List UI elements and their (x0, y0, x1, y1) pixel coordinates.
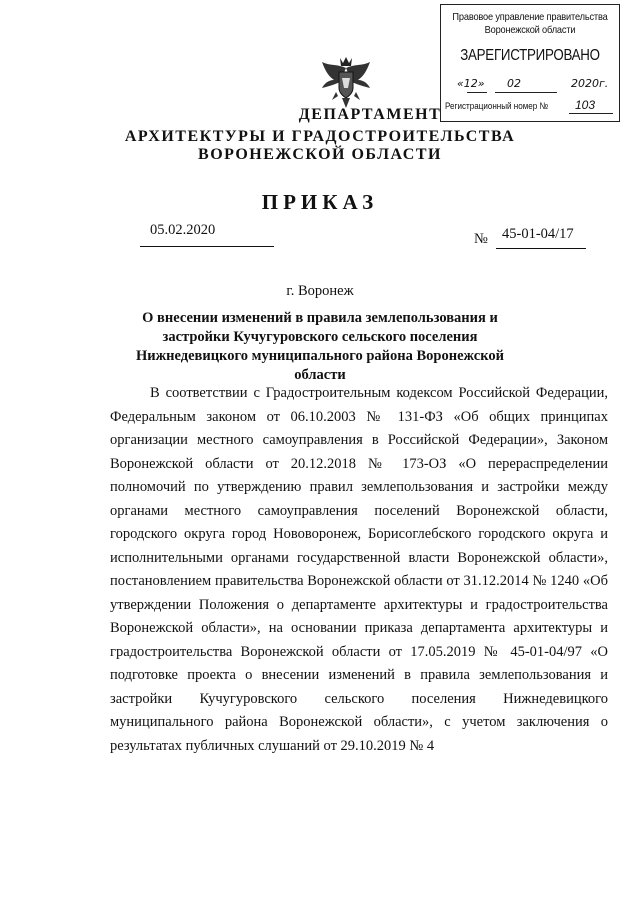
stamp-date (451, 77, 611, 95)
number-underline (496, 248, 586, 249)
registration-stamp (440, 4, 620, 122)
stamp-reg-number: 103 (575, 98, 596, 112)
dept-title-line1: ДЕПАРТАМЕНТ (298, 106, 442, 123)
date-underline (140, 246, 274, 247)
document-date: 05.02.2020 (150, 222, 216, 238)
document-type: ПРИКАЗ (261, 190, 379, 214)
stamp-org-line2: Воронежской области (484, 24, 576, 36)
document-city: г. Воронеж (286, 283, 354, 299)
stamp-month: 02 (507, 77, 521, 90)
document-body: В соответствии с Градостроительным кодексом Российской Федерации, Федеральным законом от 06.10.2003 № 131-ФЗ «Об общих принципах организации местного самоуправления в Российской Федерации», Законом Воронежской области от 20.12.2018 № 173-ОЗ «О перераспределении полномочий по утверждению правил землепользования и застройки между органами местного самоуправления поселений Воронежской области, городского округа город Нововоронеж, Борисоглебского городского округа и исполнительными органами государственной власти Воронежской области», постановлением правительства Воронежской области от 31.12.2014 № 1240 «Об утверждении Положения о департаменте архитектуры и градостроительства Воронежской области», на основании приказа департамента архитектуры и градостроительства Воронежской области от 17.05.2019 № 45-01-04/97 «О подготовке проекта о внесении изменений в правила землепользования и застройки Кучугуровского сельского поселения Нижнедевицкого муниципального района Воронежской области», с учетом заключения о результатах публичных слушаний от 29.10.2019 № 4 (110, 385, 608, 754)
stamp-year: 2020г. (571, 77, 609, 90)
document-number: 45-01-04/17 (502, 226, 574, 242)
stamp-org-line1: Правовое управление правительства (452, 11, 608, 23)
number-sign: № (474, 231, 488, 247)
document-subject: О внесении изменений в правила землепользования и застройки Кучугуровского сельского поселения Нижнедевицкого муниципального района Воронежской области (136, 310, 504, 383)
stamp-day: «12» (457, 77, 485, 90)
dept-title-line3: ВОРОНЕЖСКОЙ ОБЛАСТИ (198, 146, 442, 163)
coat-of-arms-icon (316, 54, 376, 110)
stamp-reg-number-label: Регистрационный номер № (445, 101, 549, 112)
dept-title-line2: АРХИТЕКТУРЫ И ГРАДОСТРОИТЕЛЬСТВА (124, 128, 516, 145)
stamp-registered-label: ЗАРЕГИСТРИРОВАНО (460, 47, 600, 64)
